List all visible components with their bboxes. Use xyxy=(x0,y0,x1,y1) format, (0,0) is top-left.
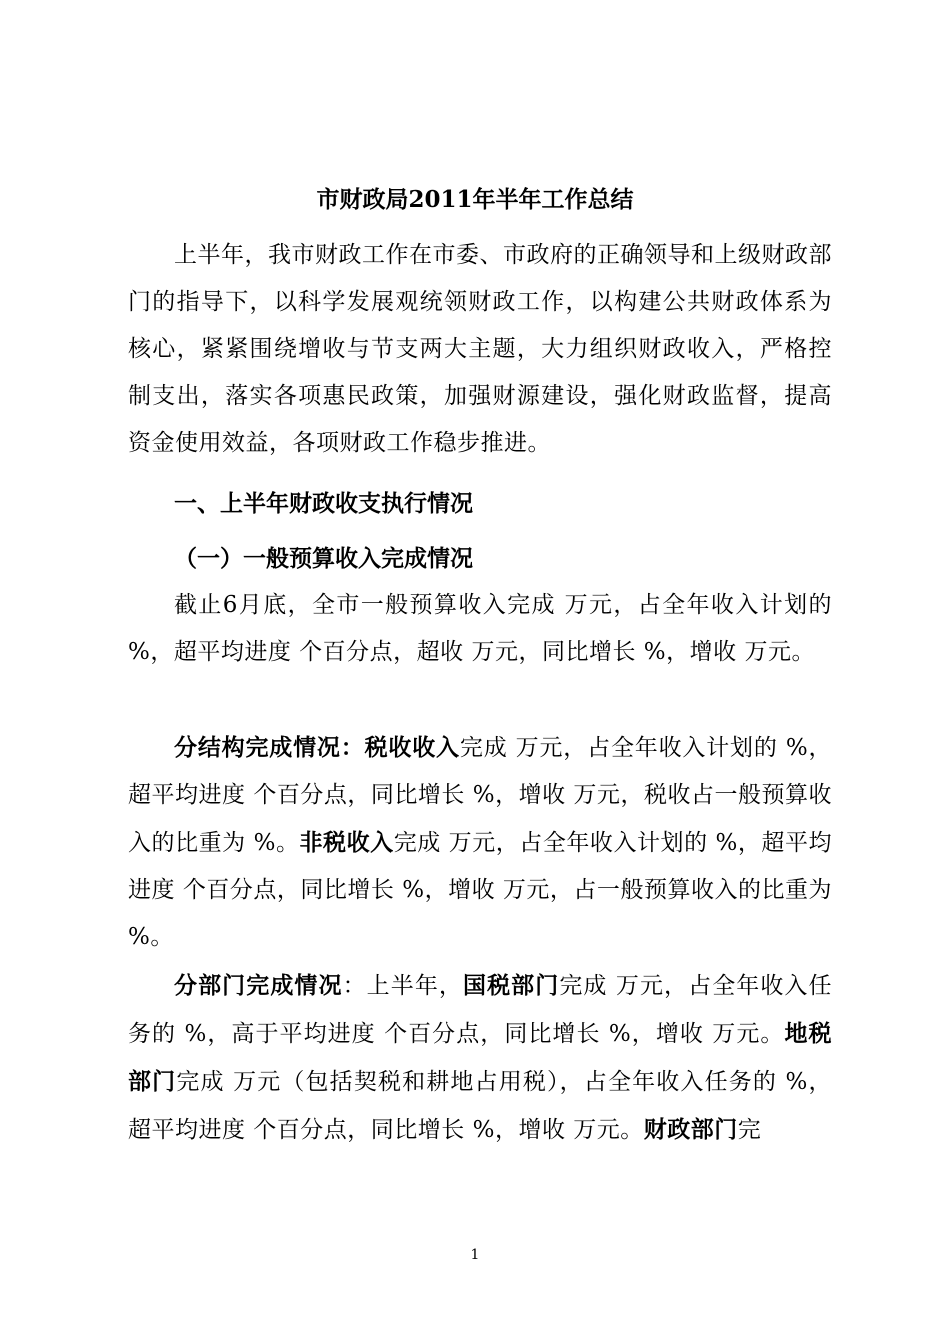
local-tax-text: 完成 万元（包括契税和耕地占用税），占全年收入任务的 %，超平均进度 个百分点，同比增长 %，增收 万元。 xyxy=(128,1069,833,1143)
national-tax-text: 完成 万元，占全年收入任务的 %，高于平均进度 个百分点，同比增长 %，增收 万元。 xyxy=(128,973,833,1047)
finance-dept-text: 完 xyxy=(737,1117,762,1143)
document-title: 市财政局2011年半年工作总结 xyxy=(316,186,634,213)
department-lead: 分部门完成情况 xyxy=(174,972,343,999)
nontax-revenue-label: 非税收入 xyxy=(299,829,394,856)
tax-revenue-text: 完成 万元，占全年收入计划的 %，超平均进度 个百分点，同比增长 %，增收 万元，税收占一般预算收入的比重为 %。 xyxy=(128,735,833,856)
department-paragraph xyxy=(128,962,832,1154)
tax-revenue-label: 税收收入 xyxy=(364,734,460,761)
structure-paragraph xyxy=(128,724,832,961)
local-tax-label: 地税部门 xyxy=(128,1020,833,1095)
national-tax-label: 国税部门 xyxy=(462,972,560,999)
general-revenue-paragraph: 截止6月底，全市一般预算收入完成 万元，占全年收入计划的 %，超平均进度 个百分点，超收 万元，同比增长 %，增收 万元。 xyxy=(128,592,832,665)
section-heading: 一、上半年财政收支执行情况 xyxy=(174,491,473,517)
page-number: 1 xyxy=(470,1247,480,1263)
department-lead-tail: ：上半年， xyxy=(342,973,463,999)
intro-paragraph: 上半年，我市财政工作在市委、市政府的正确领导和上级财政部门的指导下，以科学发展观统领财政工作，以构建公共财政体系为核心，紧紧围绕增收与节支两大主题，大力组织财政收入，严格控制支出，落实各项惠民政策，加强财源建设，强化财政监督，提高资金使用效益，各项财政工作稳步推进。 xyxy=(128,242,832,456)
subsection-heading: （一）一般预算收入完成情况 xyxy=(174,545,473,572)
structure-lead: 分结构完成情况： xyxy=(174,734,365,761)
nontax-revenue-text: 完成 万元，占全年收入计划的 %，超平均进度 个百分点，同比增长 %，增收 万元，占一般预算收入的比重为 %。 xyxy=(128,830,833,950)
finance-dept-label: 财政部门 xyxy=(643,1116,738,1143)
